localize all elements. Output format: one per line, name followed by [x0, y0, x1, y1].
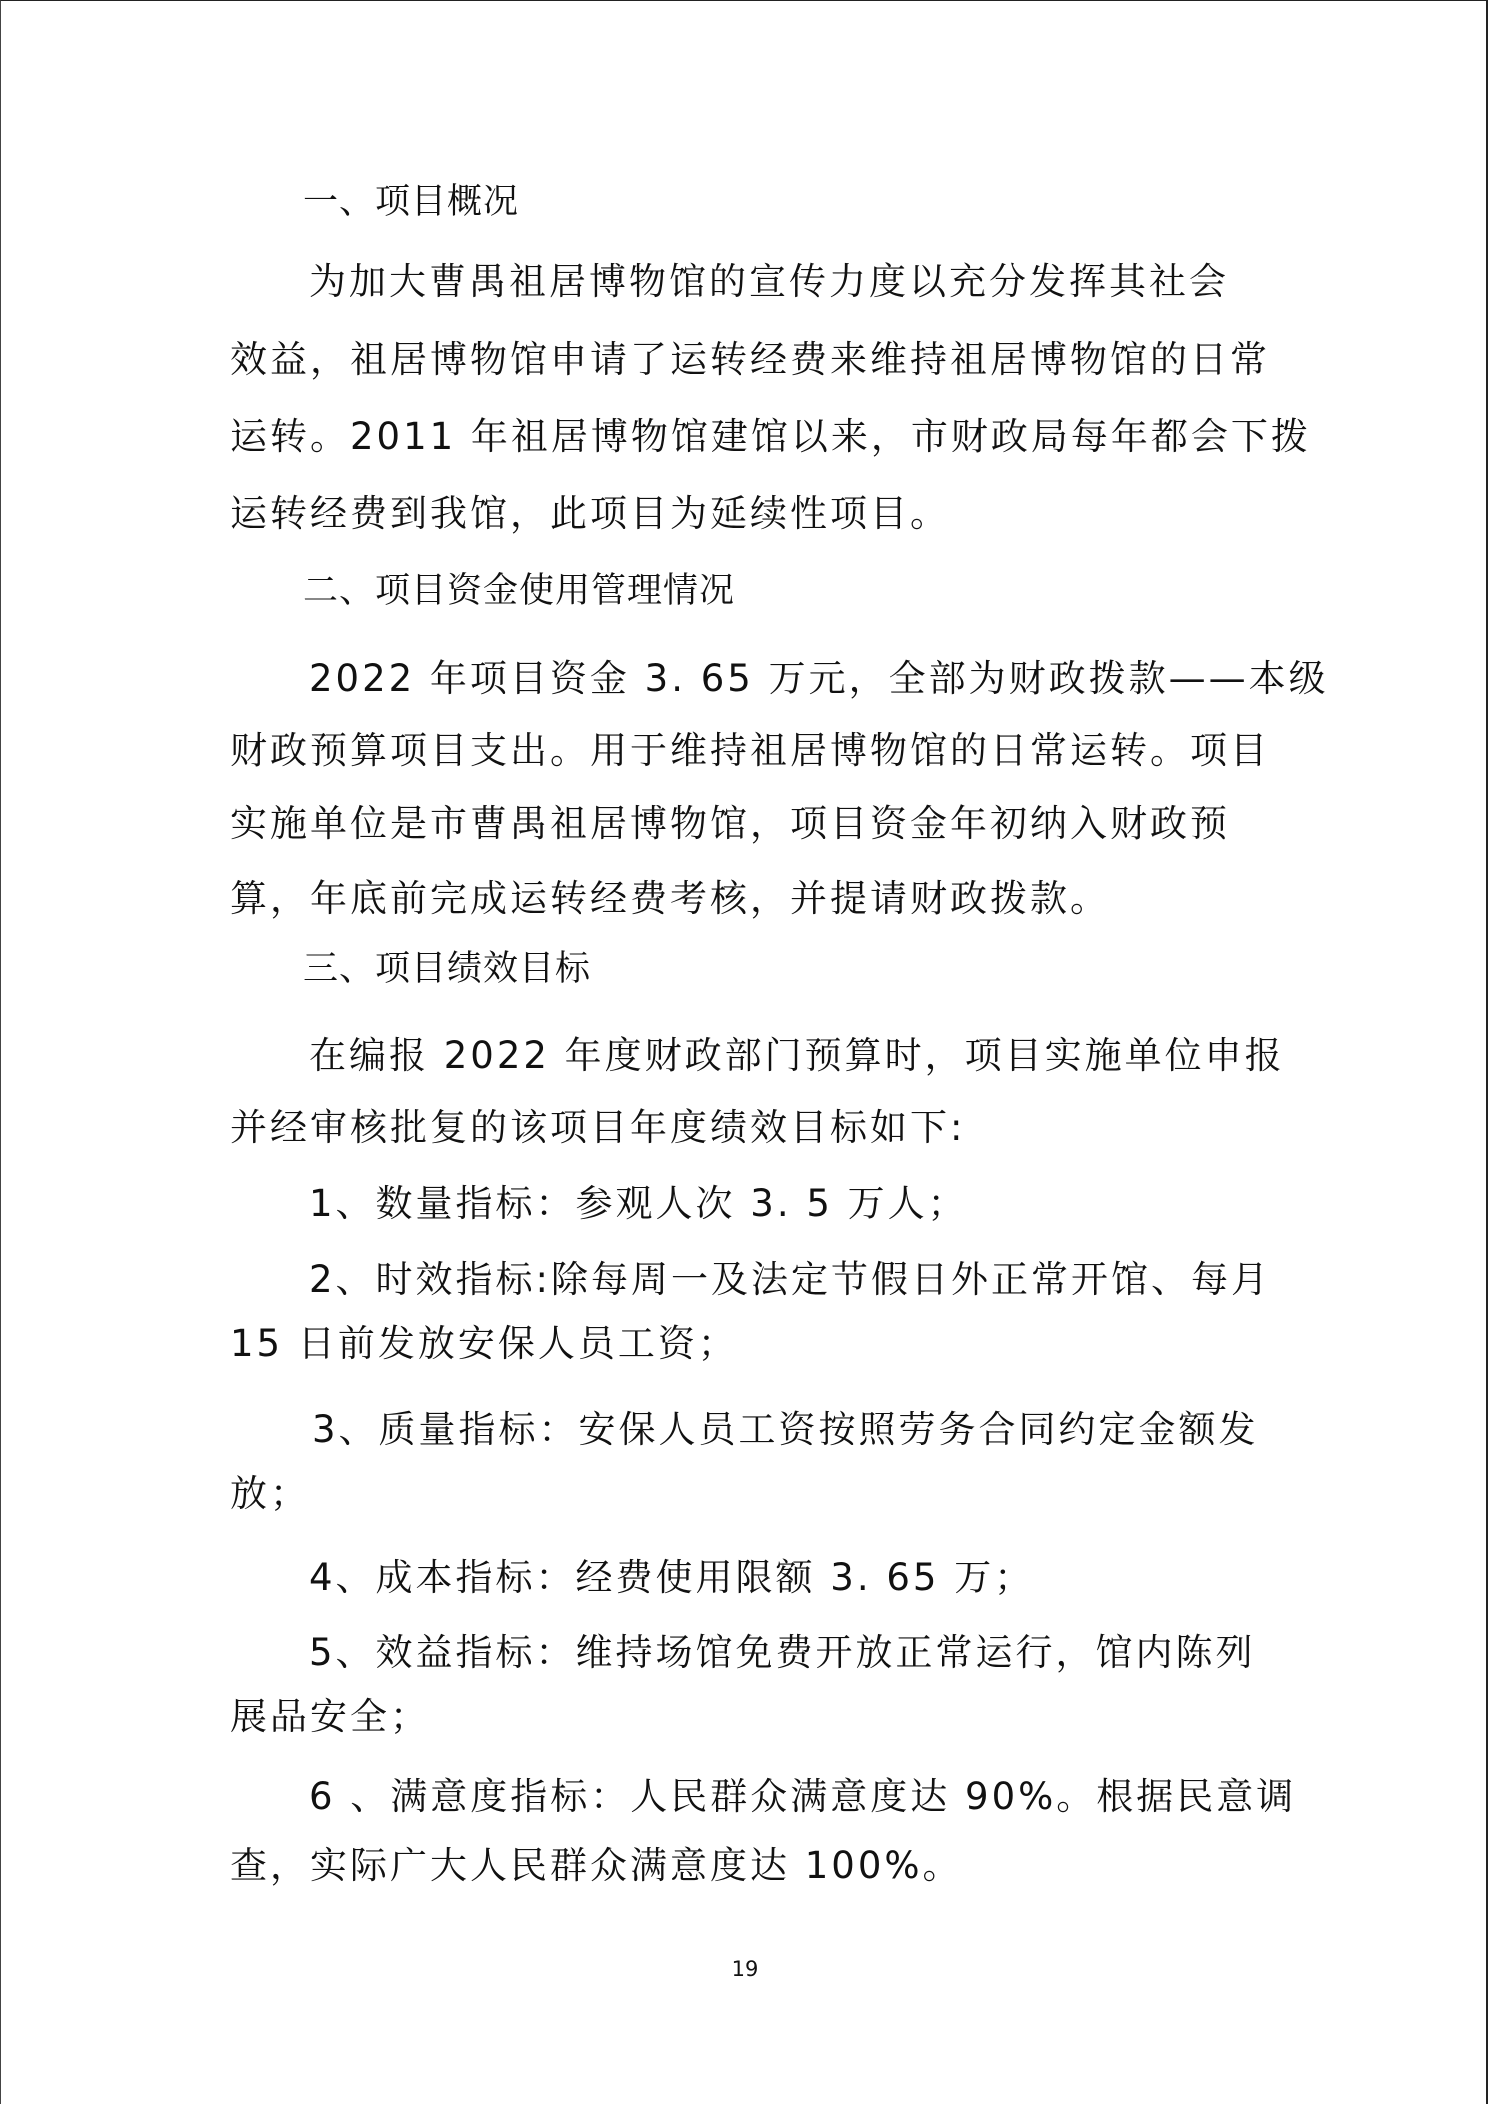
indicator-cost: 4、成本指标：经费使用限额 3. 65 万；	[309, 1556, 1035, 1599]
indicator-quality: 3、质量指标：安保人员工资按照劳务合同约定金额发	[312, 1408, 1259, 1451]
paragraph-line: 财政预算项目支出。用于维持祖居博物馆的日常运转。项目	[230, 729, 1270, 772]
indicator-quantity: 1、数量指标：参观人次 3. 5 万人；	[309, 1182, 968, 1225]
paragraph-line: 运转经费到我馆，此项目为延续性项目。	[230, 492, 950, 535]
section-heading-funds: 二、项目资金使用管理情况	[303, 571, 736, 611]
indicator-satisfaction: 6 、满意度指标：人民群众满意度达 90%。根据民意调	[309, 1775, 1297, 1818]
indicator-satisfaction-cont: 查，实际广大人民群众满意度达 100%。	[230, 1844, 963, 1887]
paragraph-line: 为加大曹禺祖居博物馆的宣传力度以充分发挥其社会	[309, 260, 1229, 303]
page-number: 19	[731, 1957, 759, 1981]
indicator-benefit-cont: 展品安全；	[230, 1695, 430, 1738]
paragraph-line: 并经审核批复的该项目年度绩效目标如下:	[230, 1106, 966, 1149]
indicator-timeliness: 2、时效指标:除每周一及法定节假日外正常开馆、每月	[309, 1258, 1272, 1301]
paragraph-line: 在编报 2022 年度财政部门预算时，项目实施单位申报	[309, 1034, 1285, 1077]
indicator-benefit: 5、效益指标：维持场馆免费开放正常运行，馆内陈列	[309, 1631, 1256, 1674]
paragraph-line: 算，年底前完成运转经费考核，并提请财政拨款。	[230, 877, 1110, 920]
section-heading-targets: 三、项目绩效目标	[303, 949, 592, 989]
paragraph-line: 2022 年项目资金 3. 65 万元，全部为财政拨款——本级	[309, 657, 1329, 700]
paragraph-line: 效益，祖居博物馆申请了运转经费来维持祖居博物馆的日常	[230, 338, 1270, 381]
paragraph-line: 运转。2011 年祖居博物馆建馆以来，市财政局每年都会下拨	[230, 415, 1311, 458]
indicator-quality-cont: 放；	[230, 1472, 310, 1515]
section-heading-overview: 一、项目概况	[303, 182, 520, 222]
indicator-timeliness-cont: 15 日前发放安保人员工资；	[230, 1322, 738, 1365]
paragraph-line: 实施单位是市曹禺祖居博物馆，项目资金年初纳入财政预	[230, 802, 1230, 845]
